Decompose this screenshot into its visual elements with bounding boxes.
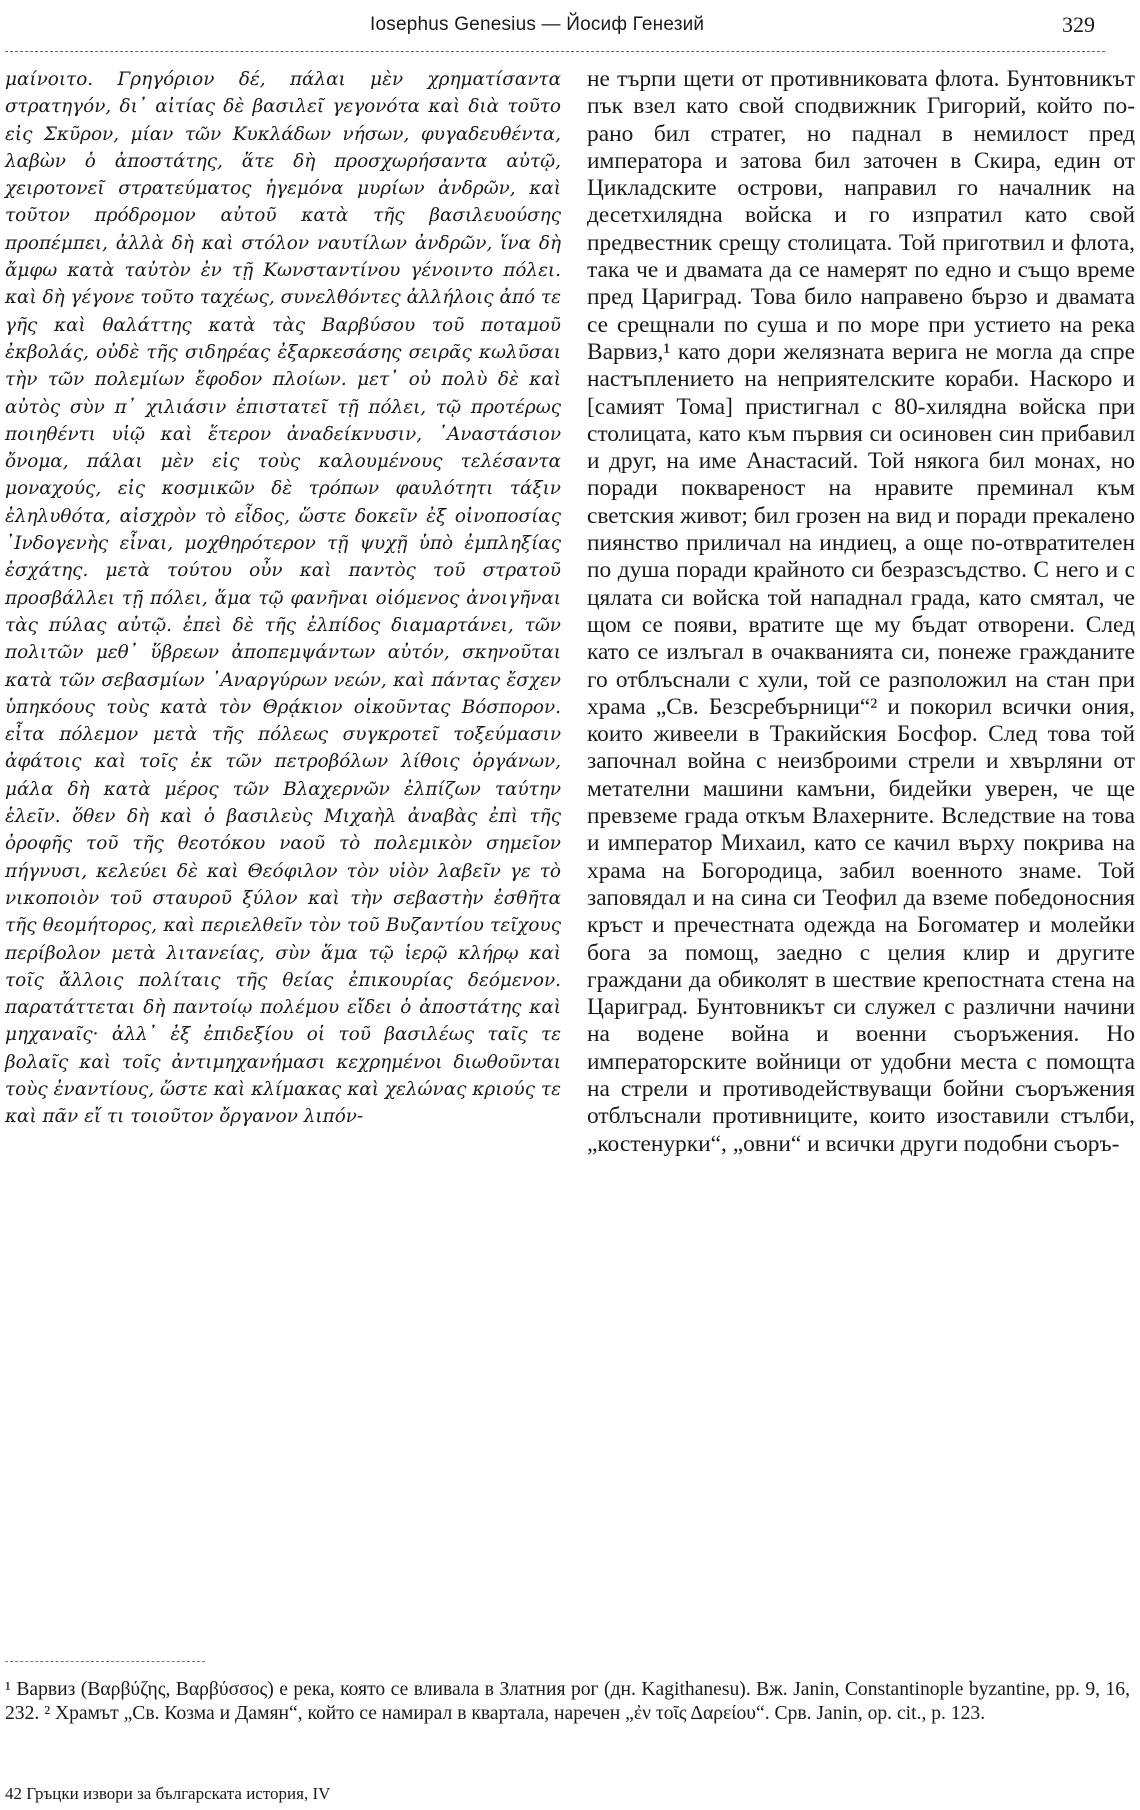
header-rule (5, 51, 1105, 52)
running-title: Iosephus Genesius — Йосиф Генезий (370, 14, 705, 35)
footnotes (5, 1678, 1130, 1726)
footnote-rule (5, 1661, 205, 1662)
running-header (0, 8, 1140, 48)
page-number: 329 (1062, 12, 1095, 37)
bulgarian-text-column (587, 66, 1135, 1158)
footnote: ¹ Варвиз (Βαρβύζης, Βαρβύσσος) е река, която се вливала в Златния рог (дн. Kagithanesu). Вж. Janin, Constantinople byzantine, pp. 9, 16, 232. ² Храмът „Св. Козма и Дамян“, който се намирал в квартала, наречен „ἐν τοῖς Δαρείου“. Срв. Janin, op. cit., p. 123. (5, 1679, 1130, 1724)
greek-text-column (5, 66, 561, 1131)
page-footer: 42 Гръцки извори за българската история, IV (5, 1784, 331, 1803)
greek-paragraph: μαίνοιτο. Γρηγόριον δέ, πάλαι μὲν χρηματίσαντα στρατηγόν, δι᾽ αἰτίας δὲ βασιλεῖ γεγονότα καὶ διὰ τοῦτο εἰς Σκῦρον, μίαν τῶν Κυκλάδων νήσων, φυγαδευθέντα, λαβὼν ὁ ἀποστάτης, ἅτε δὴ προσχωρήσαντα αὐτῷ, χειροτονεῖ στρατεύματος ἡγεμόνα μυρίων ἀνδρῶν, καὶ τοῦτον πρόδρομον αὐτοῦ κατὰ τῆς βασιλευούσης προπέμπει, ἀλλὰ δὴ καὶ στόλον ναυτίλων ἀνδρῶν, ἵνα δὴ ἄμφω κατὰ ταὐτὸν ἐν τῇ Κωνσταντίνου γένοιντο πόλει. καὶ δὴ γέγονε τοῦτο ταχέως, συνελθόντες ἀλλήλοις ἀπό τε γῆς καὶ θαλάττης κατὰ τὰς Βαρβύσου τοῦ ποταμοῦ ἐκβολάς, οὐδὲ τῆς σιδηρέας ἐξαρκεσάσης σειρᾶς κωλῦσαι τὴν τῶν πολεμίων ἔφοδον πλοίων. μετ᾽ οὐ πολὺ δὲ καὶ αὐτὸς σὺν π᾽ χιλιάσιν ἐπιστατεῖ τῇ πόλει, τῷ προτέρως ποιηθέντι υἱῷ καὶ ἕτερον ἀναδείκνυσιν, ᾽Αναστάσιον ὄνομα, πάλαι μὲν εἰς τοὺς καλουμένους τελέσαντα μοναχούς, εἰς κοσμικῶν δὲ τρόπων φαυλότητι τάξιν ἐληλυθότα, αἰσχρὸν τὸ εἶδος, ὥστε δοκεῖν ἐξ οἰνοποσίας ᾽Ινδογενὴς εἶναι, μοχθηρότερον τῇ ψυχῇ ὑπὸ ἐμπληξίας ἐσχάτης. μετὰ τούτου οὖν καὶ παντὸς τοῦ στρατοῦ προσβάλλει τῇ πόλει, ἅμα τῷ φανῆναι οἰόμενος ἀνοιγῆναι τὰς πύλας αὐτῷ. ἐπεὶ δὲ τῆς ἐλπίδος διαμαρτάνει, τῶν πολιτῶν μεθ᾽ ὕβρεων ἀποπεμψάντων αὐτόν, σκηνοῦται κατὰ τῶν σεβασμίων ᾽Αναργύρων νεών, καὶ πάντας ἔσχεν ὑπηκόους τοὺς κατὰ τὸν Θρᾴκιον οἰκοῦντας Βόσπορον. εἶτα πόλεμον μετὰ τῆς πόλεως συγκροτεῖ τοξεύμασιν ἀφάτοις καὶ τοῖς ἐκ τῶν πετροβόλων λίθοις ὀργάνων, μάλα δὴ κατὰ μέρος τῶν Βλαχερνῶν ἐλπίζων ταύτην ἑλεῖν. ὅθεν δὴ καὶ ὁ βασιλεὺς Μιχαὴλ ἀναβὰς ἐπὶ τῆς ὀροφῆς τοῦ τῆς θεοτόκου ναοῦ τὸ πολεμικὸν σημεῖον πήγνυσι, κελεύει δὲ καὶ Θεόφιλον τὸν υἱὸν λαβεῖν γε τὸ νικοποιὸν τοῦ σταυροῦ ξύλον καὶ τὴν σεβαστὴν ἐσθῆτα τῆς θεομήτορος, καὶ περιελθεῖν τὸν τοῦ Βυζαντίου τεῖχους περίβολον μετὰ λιτανείας, σὺν ἅμα τῷ ἱερῷ κλήρῳ καὶ τοῖς ἄλλοις πολίταις τῆς θείας ἐπικουρίας δεόμενον. παρατάττεται δὴ παντοίῳ πολέμου εἴδει ὁ ἀποστάτης καὶ μηχαναῖς· ἀλλ᾽ ἐξ ἐπιδεξίου οἱ τοῦ βασιλέως ταῖς τε βολαῖς καὶ τοῖς ἀντιμηχανήμασι κεχρημένοι διωθοῦνται τοὺς ἐναντίους, ὥστε καὶ κλίμακας καὶ χελώνας κριούς τε καὶ πᾶν εἴ τι τοιοῦτον ὄργανον λιπόν- (5, 69, 561, 1128)
bulgarian-paragraph: не търпи щети от противниковата флота. Бунтовникът пък взел като свой сподвижник Григорий, който по-рано бил стратег, но паднал в немилост пред императора и затова бил заточен в Скира, един от Цикладските острови, направил го началник на десетхилядна войска и го изпратил като свой предвестник срещу столицата. Той приготвил и флота, така че и двамата да се намерят по едно и също време пред Цариград. Това било направено бързо и двамата се срещнали по суша и по море при устието на река Варвиз,¹ като дори желязната верига не могла да спре настъплението на неприятелските кораби. Наскоро и [самият Тома] пристигнал с 80-хилядна войска при столицата, като към първия си осиновен син прибавил и друг, на име Анастасий. Той някога бил монах, но поради поквареност на нравите преминал към светския живот; бил грозен на вид и поради прекалено пиянство приличал на индиец, а още по-отвратителен по душа поради крайното си безразсъдство. С него и с цялата си войска той нападнал града, като смятал, че щом се появи, вратите ще му бъдат отворени. След като се излъгал в очакванията си, понеже гражданите го отблъснали с хули, той се разположил на стан при храма „Св. Безсребърници“² и покорил всички ония, които живеели в Тракийския Босфор. След това той започнал война с неизброими стрели и хвърляни от метателни машини камъни, бидейки уверен, че ще превземе града откъм Влахерните. Вследствие на това и император Михаил, като се качил върху покрива на храма на Богородица, забил военното знаме. Той заповядал и на сина си Теофил да вземе победоносния кръст и пречестната одежда на Богоматер и молейки бога за помощ, заедно с целия клир и другите граждани да обиколят в шествие крепостната стена на Цариград. Бунтовникът си служел с различни начини на водене война и военни съоръжения. Но императорските войници от удобни места с помощта на стрели и противодействуващи бойни съоръжения отблъснали противниците, които изоставили стълби, „костенурки“, „овни“ и всички други подобни съоръ- (587, 66, 1135, 1157)
